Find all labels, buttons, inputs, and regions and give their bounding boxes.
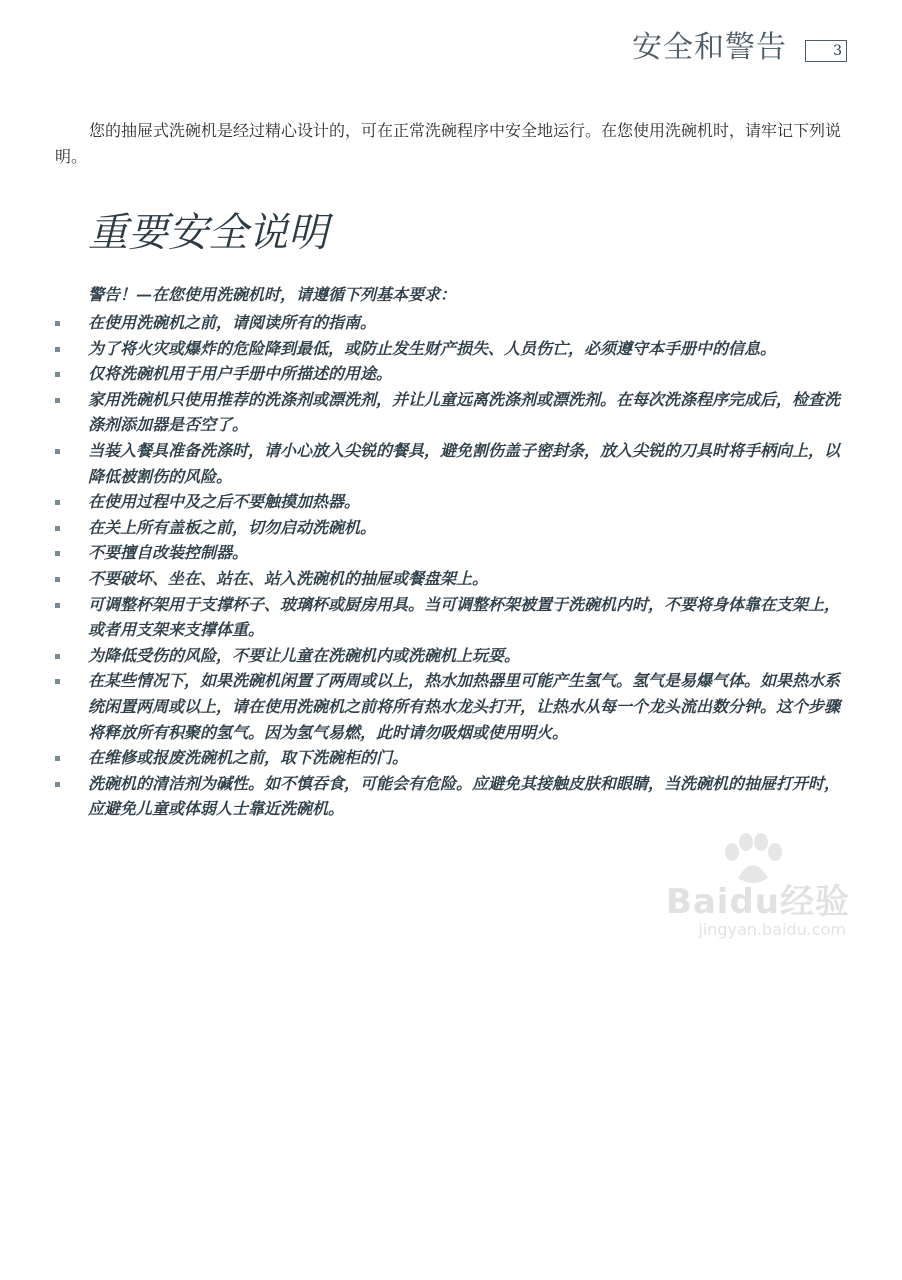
list-item: 当装入餐具准备洗涤时，请小心放入尖锐的餐具，避免割伤盖子密封条，放入尖锐的刀具时将手柄向上，以降低被割伤的风险。 xyxy=(55,438,845,489)
bullet-icon xyxy=(55,372,60,377)
page-number: 3 xyxy=(805,40,847,62)
bullet-icon xyxy=(55,449,60,454)
bullet-icon xyxy=(55,603,60,608)
list-item: 为了将火灾或爆炸的危险降到最低，或防止发生财产损失、人员伤亡，必须遵守本手册中的信息。 xyxy=(55,336,845,362)
list-item: 为降低受伤的风险，不要让儿童在洗碗机内或洗碗机上玩耍。 xyxy=(55,643,845,669)
bullet-icon xyxy=(55,679,60,684)
list-item: 家用洗碗机只使用推荐的洗涤剂或漂洗剂，并让儿童远离洗涤剂或漂洗剂。在每次洗涤程序完成后，检查洗涤剂添加器是否空了。 xyxy=(55,387,845,438)
bullet-icon xyxy=(55,782,60,787)
bullet-icon xyxy=(55,526,60,531)
bullet-icon xyxy=(55,551,60,556)
section-title: 重要安全说明 xyxy=(88,210,328,256)
bullet-icon xyxy=(55,577,60,582)
list-item: 在某些情况下，如果洗碗机闲置了两周或以上，热水加热器里可能产生氢气。氢气是易爆气体。如果热水系统闲置两周或以上，请在使用洗碗机之前将所有热水龙头打开，让热水从每一个龙头流出数分钟。这个步骤将释放所有积聚的氢气。因为氢气易燃，此时请勿吸烟或使用明火。 xyxy=(55,668,845,745)
list-item: 不要擅自改装控制器。 xyxy=(55,540,845,566)
list-item: 在关上所有盖板之前，切勿启动洗碗机。 xyxy=(55,515,845,541)
baidu-watermark xyxy=(640,830,850,940)
list-item: 在维修或报废洗碗机之前，取下洗碗柜的门。 xyxy=(55,745,845,771)
warning-heading: 警告！—在您使用洗碗机时，请遵循下列基本要求： xyxy=(88,285,457,304)
bullet-icon xyxy=(55,654,60,659)
safety-list xyxy=(55,310,845,822)
bullet-icon xyxy=(55,500,60,505)
header-title: 安全和警告 xyxy=(632,30,787,65)
list-item: 仅将洗碗机用于用户手册中所描述的用途。 xyxy=(55,361,845,387)
bullet-icon xyxy=(55,347,60,352)
bullet-icon xyxy=(55,756,60,761)
list-item: 在使用洗碗机之前，请阅读所有的指南。 xyxy=(55,310,845,336)
list-item: 不要破坏、坐在、站在、站入洗碗机的抽屉或餐盘架上。 xyxy=(55,566,845,592)
intro-paragraph: 您的抽屉式洗碗机是经过精心设计的，可在正常洗碗程序中安全地运行。在您使用洗碗机时，请牢记下列说明。 xyxy=(55,121,842,166)
list-item: 洗碗机的清洁剂为碱性。如不慎吞食，可能会有危险。应避免其接触皮肤和眼睛，当洗碗机的抽屉打开时，应避免儿童或体弱人士靠近洗碗机。 xyxy=(55,771,845,822)
bullet-icon xyxy=(55,398,60,403)
page-header xyxy=(632,30,847,66)
list-item: 可调整杯架用于支撑杯子、玻璃杯或厨房用具。当可调整杯架被置于洗碗机内时，不要将身体靠在支架上，或者用支架来支撑体重。 xyxy=(55,592,845,643)
watermark-text: Baidu经验 xyxy=(665,882,850,922)
list-item: 在使用过程中及之后不要触摸加热器。 xyxy=(55,489,845,515)
bullet-icon xyxy=(55,321,60,326)
watermark-url: jingyan.baidu.com xyxy=(698,920,846,939)
